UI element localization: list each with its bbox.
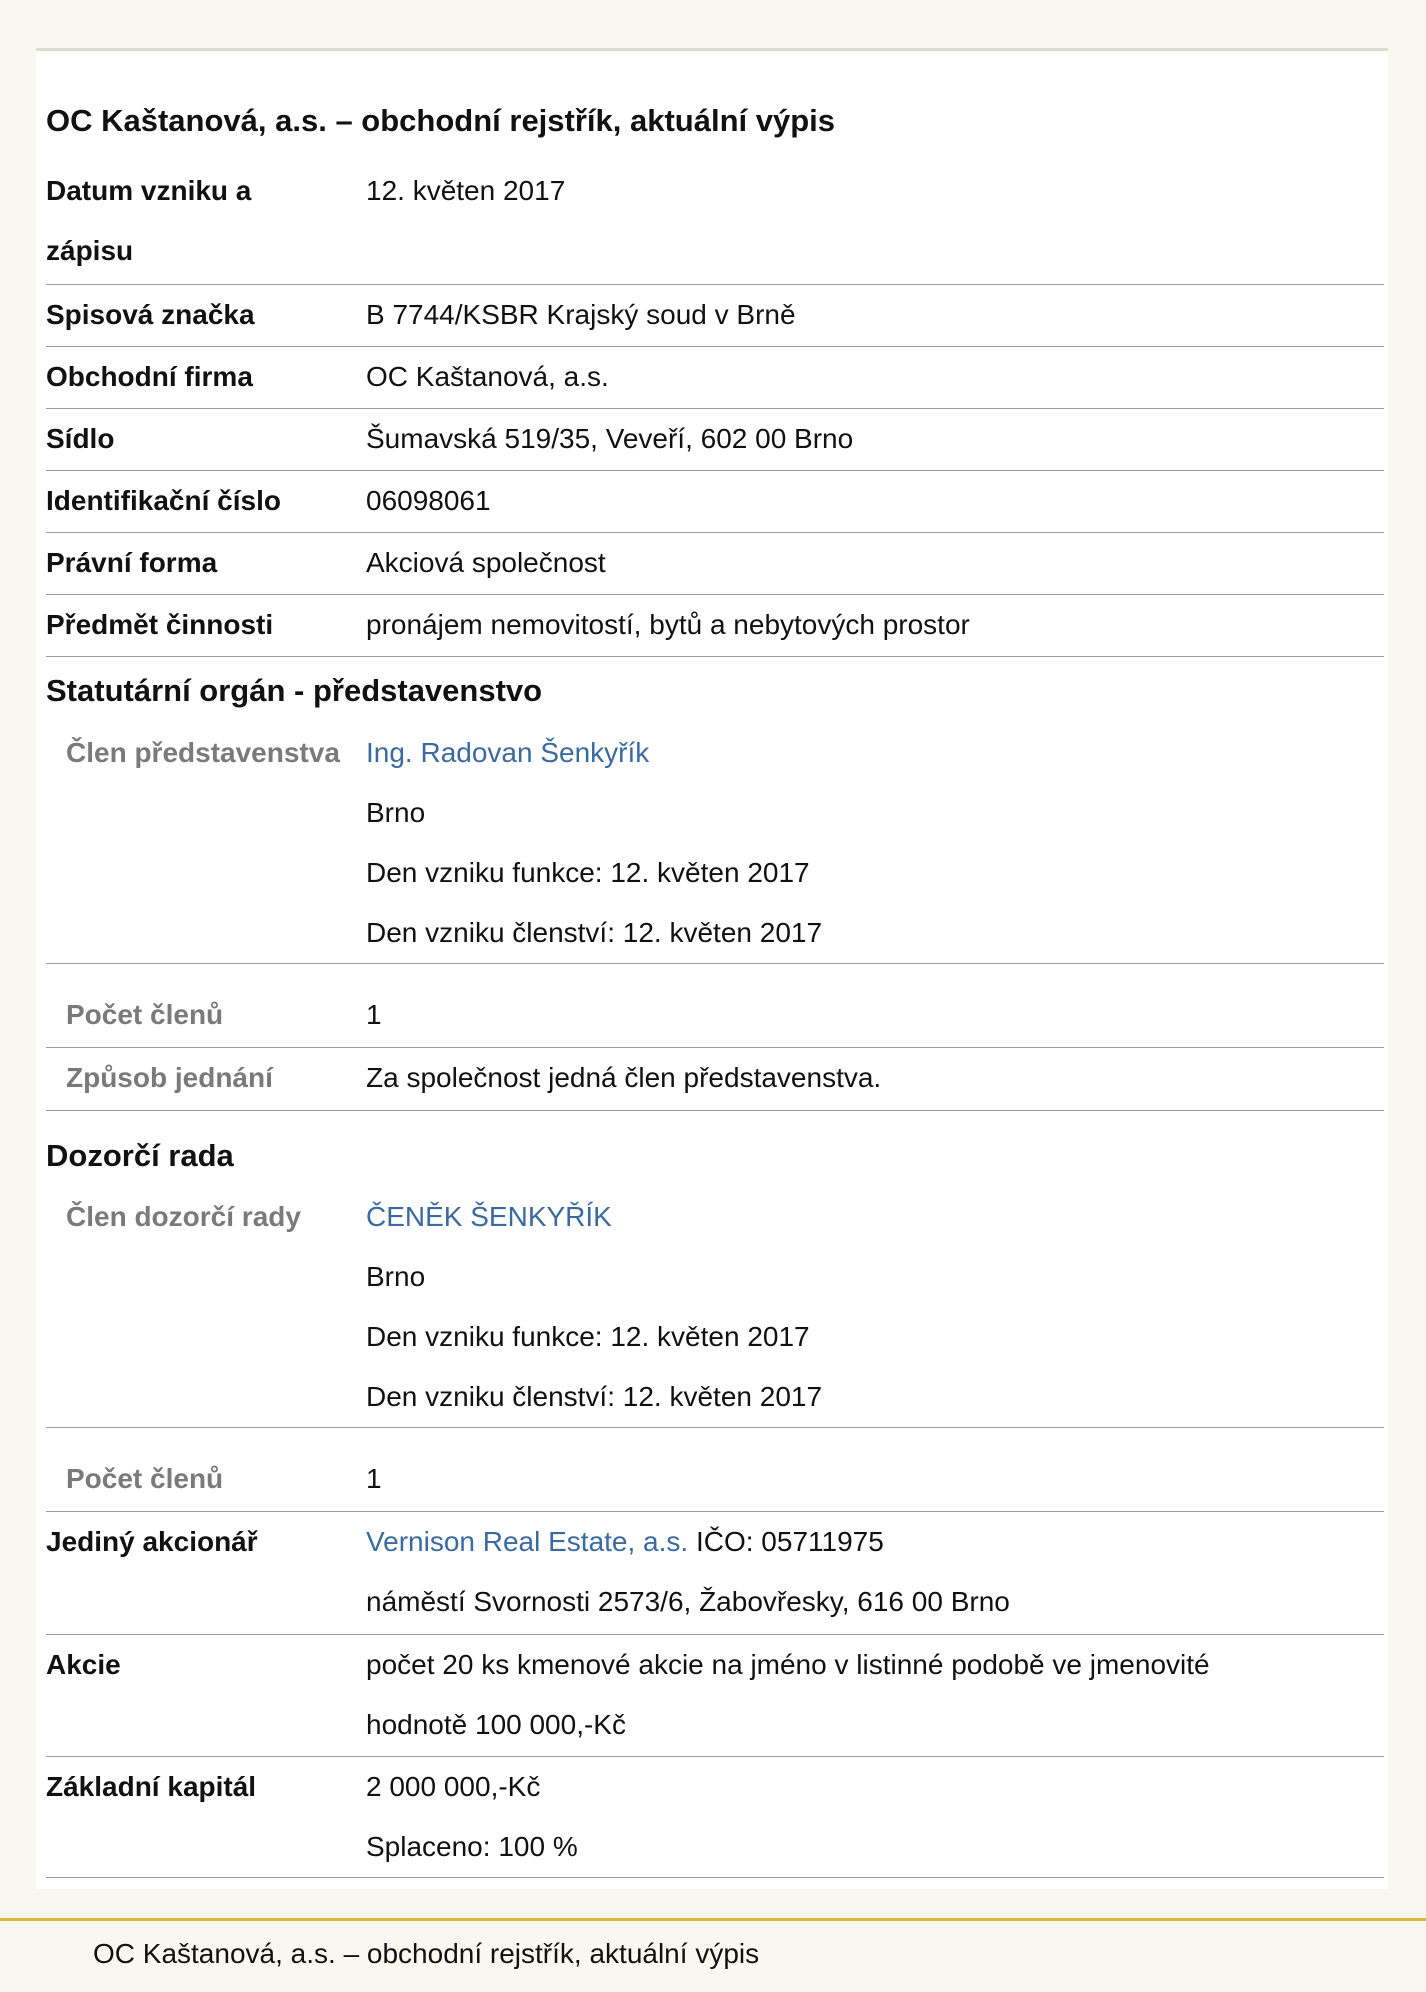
member-funkce: Den vzniku funkce: 12. květen 2017	[366, 1321, 810, 1352]
row-akcie	[46, 1635, 1384, 1757]
row-value: 1	[366, 999, 382, 1030]
page-title: OC Kaštanová, a.s. – obchodní rejstřík, aktuální výpis	[46, 103, 836, 138]
row-predmet-cinnosti	[46, 595, 1384, 657]
row-datum-vzniku	[46, 161, 1384, 285]
row-clen-dozorci-rady	[46, 1187, 1384, 1428]
member-link[interactable]: ČENĚK ŠENKYŘÍK	[366, 1201, 612, 1232]
row-label: Člen dozorčí rady	[66, 1201, 301, 1232]
row-label: Počet členů	[66, 1463, 224, 1494]
member-city: Brno	[366, 797, 426, 828]
footer-text: OC Kaštanová, a.s. – obchodní rejstřík, aktuální výpis	[93, 1938, 760, 1969]
row-clen-predstavenstva	[46, 723, 1384, 964]
row-value	[366, 1512, 1376, 1632]
row-pocet-clenu-dozorci	[46, 1449, 1384, 1512]
row-value: 06098061	[366, 485, 491, 516]
row-value	[366, 1187, 1376, 1427]
footer-divider	[0, 1918, 1426, 1921]
row-value: 2 000 000,-Kč Splaceno: 100 %	[366, 1771, 578, 1862]
section-heading-statutarni: Statutární orgán - představenstvo	[46, 673, 543, 708]
row-label: Akcie	[46, 1649, 121, 1680]
row-label: Identifikační číslo	[46, 485, 281, 516]
akcionar-link[interactable]: Vernison Real Estate, a.s.	[366, 1526, 689, 1557]
row-label: Datum vzniku a zápisu	[46, 175, 252, 266]
row-sidlo	[46, 409, 1384, 471]
row-label: Právní forma	[46, 547, 218, 578]
row-value: 1	[366, 1463, 382, 1494]
member-clenstvi: Den vzniku členství: 12. květen 2017	[366, 1381, 823, 1412]
member-funkce: Den vzniku funkce: 12. květen 2017	[366, 857, 810, 888]
row-pocet-clenu-predstavenstva	[46, 985, 1384, 1048]
row-label: Spisová značka	[46, 299, 255, 330]
section-heading-dozorci: Dozorčí rada	[46, 1138, 234, 1173]
row-zakladni-kapital	[46, 1757, 1384, 1878]
row-label: Obchodní firma	[46, 361, 253, 392]
row-value: Za společnost jedná člen představenstva.	[366, 1062, 882, 1093]
row-identifikacni-cislo	[46, 471, 1384, 533]
akcionar-ico: IČO: 05711975	[688, 1526, 884, 1557]
row-value: Šumavská 519/35, Veveří, 602 00 Brno	[366, 423, 854, 454]
row-label: Sídlo	[46, 423, 115, 454]
row-spisova-znacka	[46, 285, 1384, 347]
row-label: Základní kapitál	[46, 1771, 257, 1802]
row-value	[366, 723, 1376, 963]
row-zpusob-jednani	[46, 1048, 1384, 1111]
akcionar-address: náměstí Svornosti 2573/6, Žabovřesky, 616 00 Brno	[366, 1586, 1010, 1617]
row-value: OC Kaštanová, a.s.	[366, 361, 609, 392]
member-city: Brno	[366, 1261, 426, 1292]
row-value: 12. květen 2017	[366, 175, 566, 206]
row-jediny-akcionar	[46, 1512, 1384, 1635]
row-label: Způsob jednání	[66, 1062, 273, 1093]
member-link[interactable]: Ing. Radovan Šenkyřík	[366, 737, 650, 768]
row-label: Jediný akcionář	[46, 1526, 258, 1557]
row-value: B 7744/KSBR Krajský soud v Brně	[366, 299, 796, 330]
row-label: Předmět činnosti	[46, 609, 274, 640]
member-clenstvi: Den vzniku členství: 12. květen 2017	[366, 917, 823, 948]
row-label: Počet členů	[66, 999, 224, 1030]
row-pravni-forma	[46, 533, 1384, 595]
row-value: pronájem nemovitostí, bytů a nebytových prostor	[366, 609, 970, 640]
document-page	[36, 48, 1388, 1889]
row-value: Akciová společnost	[366, 547, 606, 578]
row-obchodni-firma	[46, 347, 1384, 409]
row-label: Člen představenstva	[66, 737, 340, 768]
row-value: počet 20 ks kmenové akcie na jméno v listinné podobě ve jmenovité hodnotě 100 000,-Kč	[366, 1649, 1210, 1740]
